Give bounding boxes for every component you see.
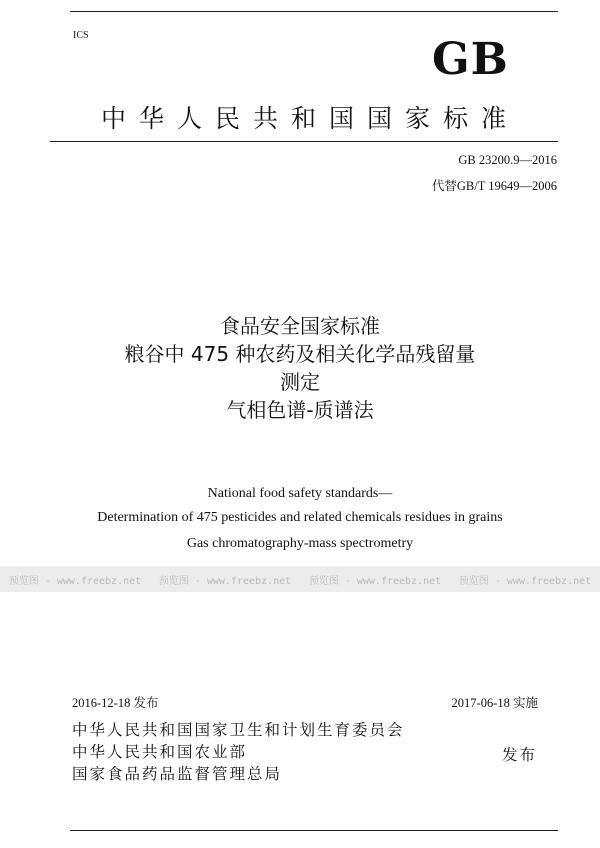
- top-rule: [70, 11, 558, 12]
- publish-label: 发布: [502, 746, 538, 764]
- header-rule: [50, 141, 558, 142]
- issuer-org-1: 中华人民共和国国家卫生和计划生育委员会: [72, 721, 405, 739]
- national-standard-title: 中华人民共和国国家标准: [100, 104, 519, 133]
- watermark-text: 预览图 - www.freebz.net: [158, 575, 292, 587]
- title-cn-line4: 气相色谱-质谱法: [226, 398, 374, 422]
- watermark-band: [0, 566, 600, 592]
- watermark-text: 预览图 - www.freebz.net: [8, 575, 142, 587]
- issuer-org-2: 中华人民共和国农业部: [72, 743, 248, 761]
- title-cn-line2: 粮谷中 475 种农药及相关化学品残留量: [124, 342, 476, 366]
- ics-label: ICS: [73, 30, 89, 41]
- gb-logo: GB: [432, 34, 509, 85]
- issue-date: 2016-12-18 发布: [72, 696, 159, 710]
- standard-number: GB 23200.9—2016: [458, 153, 557, 167]
- title-en-line3: Gas chromatography-mass spectrometry: [186, 536, 414, 551]
- implementation-date: 2017-06-18 实施: [451, 696, 538, 710]
- title-en-line2: Determination of 475 pesticides and related chemicals residues in grains: [97, 510, 503, 525]
- title-en-line1: National food safety standards—: [207, 486, 393, 501]
- title-cn-line1: 食品安全国家标准: [220, 314, 380, 338]
- bottom-rule: [70, 830, 558, 831]
- watermark-text: 预览图 - www.freebz.net: [458, 575, 592, 587]
- title-cn-line3: 测定: [280, 370, 320, 394]
- watermark-text: 预览图 - www.freebz.net: [308, 575, 442, 587]
- replaces-standard: 代替GB/T 19649—2006: [431, 179, 557, 193]
- issuer-org-3: 国家食品药品监督管理总局: [72, 765, 283, 783]
